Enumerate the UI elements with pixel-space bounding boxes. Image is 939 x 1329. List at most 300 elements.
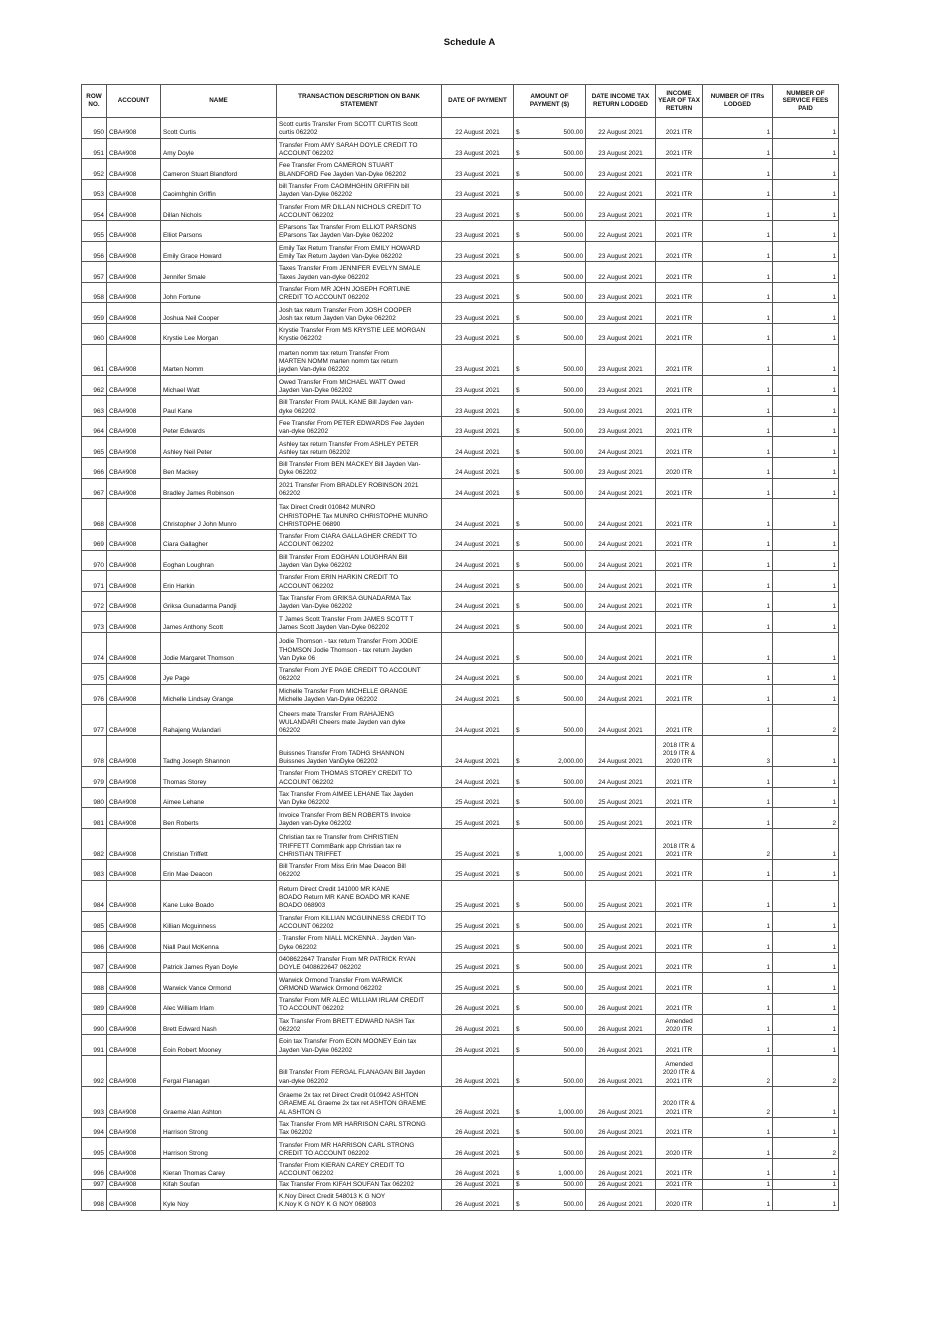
itrs-lodged-cell: 1 (703, 1179, 773, 1189)
row-number: 998 (82, 1189, 107, 1210)
income-year-cell: 2021 ITR (656, 241, 703, 262)
name-cell: Niall Paul McKenna (161, 932, 277, 953)
fees-paid-cell: 1 (773, 262, 839, 283)
lodged-date-cell: 25 August 2021 (586, 808, 656, 829)
payment-date-cell: 23 August 2021 (442, 241, 514, 262)
currency-symbol: $ (516, 170, 520, 178)
currency-symbol: $ (516, 675, 520, 683)
currency-symbol: $ (516, 964, 520, 972)
table-row (82, 323, 839, 344)
fees-paid-cell: 1 (773, 880, 839, 911)
table-row (82, 220, 839, 241)
row-number: 958 (82, 282, 107, 303)
itrs-lodged-cell: 1 (703, 1189, 773, 1210)
amount-value: 500.00 (563, 603, 583, 611)
table-row (82, 880, 839, 911)
row-number: 965 (82, 437, 107, 458)
amount-value: 500.00 (563, 675, 583, 683)
currency-symbol: $ (516, 366, 520, 374)
payment-date-cell: 24 August 2021 (442, 571, 514, 592)
description-cell: Eoin tax Transfer From EOIN MOONEY Eoin tax Jayden Van-Dyke 062202 (277, 1035, 442, 1056)
name-cell: Harrison Strong (161, 1138, 277, 1159)
row-number: 995 (82, 1138, 107, 1159)
lodged-date-cell: 24 August 2021 (586, 550, 656, 571)
payment-date-cell: 23 August 2021 (442, 375, 514, 396)
account-cell: CBA#908 (107, 1158, 161, 1179)
row-number: 952 (82, 159, 107, 180)
amount-value: 500.00 (563, 252, 583, 260)
account-cell: CBA#908 (107, 241, 161, 262)
amount-value: 500.00 (563, 1180, 583, 1188)
fees-paid-cell: 1 (773, 396, 839, 417)
payment-date-cell: 26 August 2021 (442, 1035, 514, 1056)
itrs-lodged-cell: 1 (703, 138, 773, 159)
itrs-lodged-cell: 1 (703, 612, 773, 633)
income-year-cell: 2021 ITR (656, 612, 703, 633)
itrs-lodged-cell: 1 (703, 478, 773, 499)
payment-date-cell: 25 August 2021 (442, 829, 514, 860)
currency-symbol: $ (516, 1046, 520, 1054)
name-cell: Michael Watt (161, 375, 277, 396)
account-cell: CBA#908 (107, 344, 161, 375)
name-cell: Paul Kane (161, 396, 277, 417)
amount-cell (514, 550, 586, 571)
fees-paid-cell: 1 (773, 220, 839, 241)
name-cell: Christian Triffett (161, 829, 277, 860)
amount-value: 500.00 (563, 335, 583, 343)
name-cell: Elliot Parsons (161, 220, 277, 241)
itrs-lodged-cell: 2 (703, 1055, 773, 1086)
amount-value: 500.00 (563, 294, 583, 302)
description-cell: Transfer From JYE PAGE CREDIT TO ACCOUNT 062202 (277, 664, 442, 685)
lodged-date-cell: 24 August 2021 (586, 767, 656, 788)
payment-date-cell: 26 August 2021 (442, 1138, 514, 1159)
itrs-lodged-cell: 1 (703, 457, 773, 478)
amount-value: 1,000.00 (558, 1170, 583, 1178)
row-number: 964 (82, 416, 107, 437)
fees-paid-cell: 1 (773, 499, 839, 530)
name-cell: Caoimhghin Griffin (161, 179, 277, 200)
fees-paid-cell: 1 (773, 416, 839, 437)
amount-value: 500.00 (563, 582, 583, 590)
currency-symbol: $ (516, 582, 520, 590)
table-row (82, 911, 839, 932)
fees-paid-cell: 1 (773, 973, 839, 994)
payment-date-cell: 24 August 2021 (442, 437, 514, 458)
amount-value: 500.00 (563, 1129, 583, 1137)
description-cell: Tax Transfer From MR HARRISON CARL STRONG Tax 062202 (277, 1117, 442, 1138)
account-cell: CBA#908 (107, 437, 161, 458)
table-row (82, 1117, 839, 1138)
description-cell: Transfer From THOMAS STOREY CREDIT TO ACCOUNT 062202 (277, 767, 442, 788)
itrs-lodged-cell: 1 (703, 633, 773, 664)
lodged-date-cell: 24 August 2021 (586, 684, 656, 705)
account-cell: CBA#908 (107, 1086, 161, 1117)
lodged-date-cell: 26 August 2021 (586, 994, 656, 1015)
income-year-cell: 2021 ITR (656, 767, 703, 788)
table-row (82, 684, 839, 705)
account-cell: CBA#908 (107, 994, 161, 1015)
income-year-cell: Amended 2020 ITR & 2021 ITR (656, 1055, 703, 1086)
amount-value: 500.00 (563, 191, 583, 199)
currency-symbol: $ (516, 850, 520, 858)
account-cell: CBA#908 (107, 612, 161, 633)
currency-symbol: $ (516, 562, 520, 570)
account-cell: CBA#908 (107, 159, 161, 180)
fees-paid-cell: 1 (773, 952, 839, 973)
fees-paid-cell: 1 (773, 829, 839, 860)
lodged-date-cell: 25 August 2021 (586, 829, 656, 860)
row-number: 956 (82, 241, 107, 262)
table-row (82, 344, 839, 375)
description-cell: Bill Transfer From EOGHAN LOUGHRAN Bill Jayden Van Dyke 062202 (277, 550, 442, 571)
amount-cell (514, 808, 586, 829)
amount-value: 500.00 (563, 1025, 583, 1033)
amount-value: 500.00 (563, 366, 583, 374)
fees-paid-cell: 1 (773, 323, 839, 344)
lodged-date-cell: 25 August 2021 (586, 787, 656, 808)
row-number: 981 (82, 808, 107, 829)
col-row-no: ROW NO. (82, 85, 107, 118)
table-row (82, 860, 839, 881)
income-year-cell: 2021 ITR (656, 118, 703, 139)
lodged-date-cell: 26 August 2021 (586, 1035, 656, 1056)
page-title: Schedule A (443, 37, 496, 48)
itrs-lodged-cell: 1 (703, 179, 773, 200)
fees-paid-cell: 2 (773, 808, 839, 829)
lodged-date-cell: 24 August 2021 (586, 530, 656, 551)
name-cell: Alec William Irlam (161, 994, 277, 1015)
amount-cell (514, 767, 586, 788)
itrs-lodged-cell: 2 (703, 1086, 773, 1117)
lodged-date-cell: 24 August 2021 (586, 437, 656, 458)
account-cell: CBA#908 (107, 952, 161, 973)
table-row (82, 994, 839, 1015)
description-cell: Fee Transfer From CAMERON STUART BLANDFORD Fee Jayden Van-Dyke 062202 (277, 159, 442, 180)
amount-value: 500.00 (563, 448, 583, 456)
fees-paid-cell: 1 (773, 1035, 839, 1056)
lodged-date-cell: 23 August 2021 (586, 282, 656, 303)
row-number: 989 (82, 994, 107, 1015)
itrs-lodged-cell: 1 (703, 118, 773, 139)
amount-value: 500.00 (563, 170, 583, 178)
income-year-cell: 2018 ITR & 2019 ITR & 2020 ITR (656, 736, 703, 767)
income-year-cell: 2021 ITR (656, 303, 703, 324)
account-cell: CBA#908 (107, 664, 161, 685)
income-year-cell: 2021 ITR (656, 684, 703, 705)
row-number: 979 (82, 767, 107, 788)
fees-paid-cell: 1 (773, 612, 839, 633)
income-year-cell: 2021 ITR (656, 705, 703, 736)
currency-symbol: $ (516, 799, 520, 807)
fees-paid-cell: 1 (773, 457, 839, 478)
table-row (82, 1055, 839, 1086)
currency-symbol: $ (516, 273, 520, 281)
amount-cell (514, 179, 586, 200)
itrs-lodged-cell: 1 (703, 159, 773, 180)
name-cell: Emily Grace Howard (161, 241, 277, 262)
name-cell: Cameron Stuart Blandford (161, 159, 277, 180)
amount-value: 500.00 (563, 149, 583, 157)
table-row (82, 736, 839, 767)
table-row (82, 282, 839, 303)
payment-date-cell: 23 August 2021 (442, 344, 514, 375)
itrs-lodged-cell: 1 (703, 282, 773, 303)
currency-symbol: $ (516, 871, 520, 879)
account-cell: CBA#908 (107, 550, 161, 571)
currency-symbol: $ (516, 819, 520, 827)
currency-symbol: $ (516, 1077, 520, 1085)
currency-symbol: $ (516, 603, 520, 611)
table-row (82, 1014, 839, 1035)
itrs-lodged-cell: 1 (703, 705, 773, 736)
col-date-lodged: DATE INCOME TAX RETURN LODGED (586, 85, 656, 118)
itrs-lodged-cell: 1 (703, 808, 773, 829)
account-cell: CBA#908 (107, 787, 161, 808)
name-cell: Kieran Thomas Carey (161, 1158, 277, 1179)
row-number: 957 (82, 262, 107, 283)
fees-paid-cell: 1 (773, 911, 839, 932)
row-number: 953 (82, 179, 107, 200)
col-description: TRANSACTION DESCRIPTION ON BANK STATEMENT (277, 85, 442, 118)
payment-date-cell: 23 August 2021 (442, 282, 514, 303)
itrs-lodged-cell: 1 (703, 375, 773, 396)
payment-date-cell: 23 August 2021 (442, 220, 514, 241)
currency-symbol: $ (516, 778, 520, 786)
amount-cell (514, 1035, 586, 1056)
table-row (82, 262, 839, 283)
account-cell: CBA#908 (107, 478, 161, 499)
col-fees-paid: NUMBER OF SERVICE FEES PAID (773, 85, 839, 118)
amount-cell (514, 118, 586, 139)
amount-value: 500.00 (563, 799, 583, 807)
amount-cell (514, 241, 586, 262)
currency-symbol: $ (516, 696, 520, 704)
fees-paid-cell: 1 (773, 375, 839, 396)
account-cell: CBA#908 (107, 220, 161, 241)
amount-value: 500.00 (563, 211, 583, 219)
fees-paid-cell: 1 (773, 684, 839, 705)
name-cell: Graeme Alan Ashton (161, 1086, 277, 1117)
currency-symbol: $ (516, 1108, 520, 1116)
amount-value: 1,000.00 (558, 850, 583, 858)
currency-symbol: $ (516, 448, 520, 456)
lodged-date-cell: 24 August 2021 (586, 571, 656, 592)
currency-symbol: $ (516, 335, 520, 343)
description-cell: Cheers mate Transfer From RAHAJENG WULANDARI Cheers mate Jayden van dyke 062202 (277, 705, 442, 736)
payment-date-cell: 25 August 2021 (442, 787, 514, 808)
lodged-date-cell: 23 August 2021 (586, 241, 656, 262)
account-cell: CBA#908 (107, 1117, 161, 1138)
description-cell: Emily Tax Return Transfer From EMILY HOWARD Emily Tax Return Jayden Van-Dyke 062202 (277, 241, 442, 262)
amount-cell (514, 1086, 586, 1117)
currency-symbol: $ (516, 727, 520, 735)
table-row (82, 478, 839, 499)
income-year-cell: 2021 ITR (656, 262, 703, 283)
description-cell: Tax Transfer From AIMEE LEHANE Tax Jayden Van Dyke 062202 (277, 787, 442, 808)
name-cell: Ben Roberts (161, 808, 277, 829)
lodged-date-cell: 24 August 2021 (586, 633, 656, 664)
income-year-cell: 2021 ITR (656, 499, 703, 530)
income-year-cell: 2021 ITR (656, 1035, 703, 1056)
name-cell: Patrick James Ryan Doyle (161, 952, 277, 973)
table-row (82, 591, 839, 612)
row-number: 978 (82, 736, 107, 767)
lodged-date-cell: 23 August 2021 (586, 457, 656, 478)
row-number: 973 (82, 612, 107, 633)
account-cell: CBA#908 (107, 530, 161, 551)
lodged-date-cell: 24 August 2021 (586, 736, 656, 767)
amount-value: 500.00 (563, 562, 583, 570)
row-number: 951 (82, 138, 107, 159)
lodged-date-cell: 24 August 2021 (586, 705, 656, 736)
amount-cell (514, 220, 586, 241)
payment-date-cell: 23 August 2021 (442, 262, 514, 283)
itrs-lodged-cell: 1 (703, 303, 773, 324)
name-cell: Fergal Flanagan (161, 1055, 277, 1086)
account-cell: CBA#908 (107, 1014, 161, 1035)
name-cell: Bradley James Robinson (161, 478, 277, 499)
table-row (82, 808, 839, 829)
account-cell: CBA#908 (107, 973, 161, 994)
fees-paid-cell: 1 (773, 159, 839, 180)
income-year-cell: 2020 ITR (656, 1189, 703, 1210)
amount-cell (514, 159, 586, 180)
account-cell: CBA#908 (107, 179, 161, 200)
itrs-lodged-cell: 1 (703, 499, 773, 530)
name-cell: Harrison Strong (161, 1117, 277, 1138)
row-number: 984 (82, 880, 107, 911)
description-cell: Ashley tax return Transfer From ASHLEY PETER Ashley tax return 062202 (277, 437, 442, 458)
row-number: 950 (82, 118, 107, 139)
row-number: 963 (82, 396, 107, 417)
description-cell: marten nomm tax return Transfer From MARTEN NOMM marten nomm tax return jayden Van-dyke 062202 (277, 344, 442, 375)
lodged-date-cell: 22 August 2021 (586, 179, 656, 200)
currency-symbol: $ (516, 623, 520, 631)
name-cell: James Anthony Scott (161, 612, 277, 633)
row-number: 966 (82, 457, 107, 478)
payment-date-cell: 23 August 2021 (442, 138, 514, 159)
lodged-date-cell: 26 August 2021 (586, 1189, 656, 1210)
amount-cell (514, 344, 586, 375)
payment-date-cell: 24 August 2021 (442, 684, 514, 705)
amount-value: 1,000.00 (558, 1108, 583, 1116)
amount-cell (514, 932, 586, 953)
amount-cell (514, 1014, 586, 1035)
amount-cell (514, 200, 586, 221)
lodged-date-cell: 23 August 2021 (586, 416, 656, 437)
col-income-year: INCOME YEAR OF TAX RETURN (656, 85, 703, 118)
account-cell: CBA#908 (107, 396, 161, 417)
amount-cell (514, 591, 586, 612)
description-cell: Buissnes Transfer From TADHG SHANNON Buissnes Jayden VanDyke 062202 (277, 736, 442, 767)
name-cell: Dillan Nichols (161, 200, 277, 221)
description-cell: EParsons Tax Transfer From ELLIOT PARSONS EParsons Tax Jayden Van-Dyke 062202 (277, 220, 442, 241)
col-amount: AMOUNT OF PAYMENT ($) (514, 85, 586, 118)
amount-cell (514, 633, 586, 664)
currency-symbol: $ (516, 386, 520, 394)
itrs-lodged-cell: 1 (703, 911, 773, 932)
table-row (82, 612, 839, 633)
lodged-date-cell: 23 August 2021 (586, 375, 656, 396)
account-cell: CBA#908 (107, 591, 161, 612)
amount-cell (514, 829, 586, 860)
itrs-lodged-cell: 1 (703, 220, 773, 241)
income-year-cell: 2021 ITR (656, 200, 703, 221)
lodged-date-cell: 22 August 2021 (586, 220, 656, 241)
currency-symbol: $ (516, 520, 520, 528)
row-number: 983 (82, 860, 107, 881)
itrs-lodged-cell: 1 (703, 550, 773, 571)
payment-date-cell: 24 August 2021 (442, 478, 514, 499)
itrs-lodged-cell: 1 (703, 664, 773, 685)
amount-cell (514, 499, 586, 530)
lodged-date-cell: 24 August 2021 (586, 499, 656, 530)
amount-cell (514, 1189, 586, 1210)
currency-symbol: $ (516, 191, 520, 199)
amount-value: 500.00 (563, 1046, 583, 1054)
amount-value: 500.00 (563, 902, 583, 910)
row-number: 968 (82, 499, 107, 530)
payment-date-cell: 23 August 2021 (442, 179, 514, 200)
lodged-date-cell: 23 August 2021 (586, 344, 656, 375)
amount-value: 500.00 (563, 1005, 583, 1013)
row-number: 961 (82, 344, 107, 375)
row-number: 997 (82, 1179, 107, 1189)
row-number: 971 (82, 571, 107, 592)
amount-cell (514, 612, 586, 633)
currency-symbol: $ (516, 654, 520, 662)
row-number: 970 (82, 550, 107, 571)
account-cell: CBA#908 (107, 1055, 161, 1086)
account-cell: CBA#908 (107, 1035, 161, 1056)
itrs-lodged-cell: 1 (703, 973, 773, 994)
lodged-date-cell: 26 August 2021 (586, 1086, 656, 1117)
account-cell: CBA#908 (107, 416, 161, 437)
description-cell: Transfer From MR JOHN JOSEPH FORTUNE CREDIT TO ACCOUNT 062202 (277, 282, 442, 303)
amount-value: 500.00 (563, 407, 583, 415)
amount-value: 2,000.00 (558, 758, 583, 766)
name-cell: Ben Mackey (161, 457, 277, 478)
amount-cell (514, 973, 586, 994)
table-row (82, 499, 839, 530)
amount-value: 500.00 (563, 541, 583, 549)
row-number: 994 (82, 1117, 107, 1138)
description-cell: 2021 Transfer From BRADLEY ROBINSON 2021 062202 (277, 478, 442, 499)
row-number: 974 (82, 633, 107, 664)
account-cell: CBA#908 (107, 303, 161, 324)
col-itrs-lodged: NUMBER OF ITRs LODGED (703, 85, 773, 118)
name-cell: Peter Edwards (161, 416, 277, 437)
currency-symbol: $ (516, 1005, 520, 1013)
table-row (82, 664, 839, 685)
payment-date-cell: 23 August 2021 (442, 200, 514, 221)
name-cell: Brett Edward Nash (161, 1014, 277, 1035)
lodged-date-cell: 25 August 2021 (586, 973, 656, 994)
fees-paid-cell: 1 (773, 787, 839, 808)
itrs-lodged-cell: 1 (703, 241, 773, 262)
amount-value: 500.00 (563, 1149, 583, 1157)
currency-symbol: $ (516, 984, 520, 992)
payment-date-cell: 22 August 2021 (442, 118, 514, 139)
income-year-cell: 2021 ITR (656, 179, 703, 200)
name-cell: Killian Mcguinness (161, 911, 277, 932)
income-year-cell: 2021 ITR (656, 282, 703, 303)
payment-date-cell: 23 August 2021 (442, 303, 514, 324)
description-cell: Transfer From ERIN HARKIN CREDIT TO ACCOUNT 062202 (277, 571, 442, 592)
name-cell: Griksa Gunadarma Pandji (161, 591, 277, 612)
amount-value: 500.00 (563, 923, 583, 931)
